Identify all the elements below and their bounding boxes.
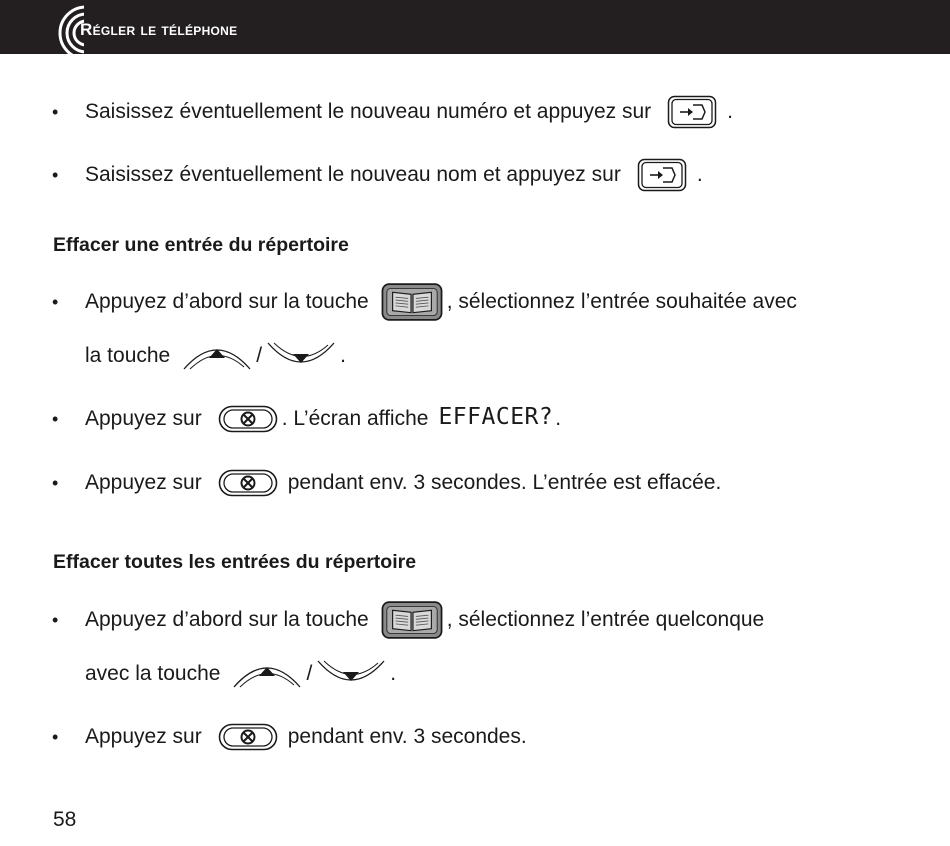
page-number: 58 <box>53 808 77 831</box>
bullet-marker: • <box>52 609 59 630</box>
lcd-display-text: EFFACER? <box>438 404 554 430</box>
separator-slash: / <box>306 662 313 685</box>
instruction-text: pendant env. 3 secondes. <box>287 725 527 748</box>
bullet-marker: • <box>52 164 59 185</box>
instruction-text: Appuyez sur <box>85 725 202 748</box>
instruction-navigate <box>85 334 346 378</box>
separator-slash: / <box>256 344 263 367</box>
instruction-text: Appuyez d’abord sur la touche <box>85 608 369 631</box>
instruction-text: , sélectionnez l’entrée souhaitée avec <box>446 290 797 313</box>
instruction-navigate-all <box>85 652 396 696</box>
instruction-text: , sélectionnez l’entrée quelconque <box>446 608 765 631</box>
bullet-marker: • <box>52 408 59 429</box>
instruction-text: Appuyez sur <box>85 407 202 430</box>
instruction-text: Appuyez sur <box>85 471 202 494</box>
instruction-hold-delete-all <box>85 715 527 759</box>
instruction-text: Saisissez éventuellement le nouveau numéro et appuyez sur <box>85 100 652 123</box>
up-arrow-key-icon <box>232 659 302 689</box>
enter-key-icon <box>637 158 687 192</box>
instruction-open-phonebook <box>85 280 797 324</box>
instruction-end: . <box>390 662 397 685</box>
instruction-end: . <box>727 100 734 123</box>
header-title: Régler le téléphone <box>80 20 238 39</box>
instruction-text: pendant env. 3 secondes. L’entrée est effacée. <box>287 471 722 494</box>
instruction-text: la touche <box>85 344 171 367</box>
delete-key-icon <box>218 723 278 751</box>
section-heading-delete-one: Effacer une entrée du répertoire <box>53 234 349 256</box>
bullet-marker: • <box>52 101 59 122</box>
instruction-enter-name <box>85 153 703 197</box>
phonebook-key-icon <box>381 282 443 322</box>
section-heading-delete-all: Effacer toutes les entrées du répertoire <box>53 551 417 573</box>
instruction-text: . L’écran affiche <box>281 407 429 430</box>
instruction-end: . <box>340 344 346 367</box>
down-arrow-key-icon <box>266 341 336 371</box>
instruction-text: Appuyez d’abord sur la touche <box>85 290 369 313</box>
instruction-open-phonebook-all <box>85 598 764 642</box>
instruction-hold-delete <box>85 461 721 505</box>
delete-key-icon <box>218 405 278 433</box>
enter-key-icon <box>667 95 717 129</box>
instruction-press-delete <box>85 397 561 441</box>
instruction-enter-number <box>85 90 733 134</box>
bullet-marker: • <box>52 472 59 493</box>
page-header <box>0 0 950 54</box>
instruction-text: Saisissez éventuellement le nouveau nom et appuyez sur <box>85 163 621 186</box>
bullet-marker: • <box>52 726 59 747</box>
instruction-end: . <box>696 163 703 186</box>
bullet-marker: • <box>52 291 59 312</box>
instruction-end: . <box>555 407 562 430</box>
up-arrow-key-icon <box>182 341 252 371</box>
instruction-text: avec la touche <box>85 662 221 685</box>
delete-key-icon <box>218 469 278 497</box>
phonebook-key-icon <box>381 600 443 640</box>
down-arrow-key-icon <box>316 659 386 689</box>
